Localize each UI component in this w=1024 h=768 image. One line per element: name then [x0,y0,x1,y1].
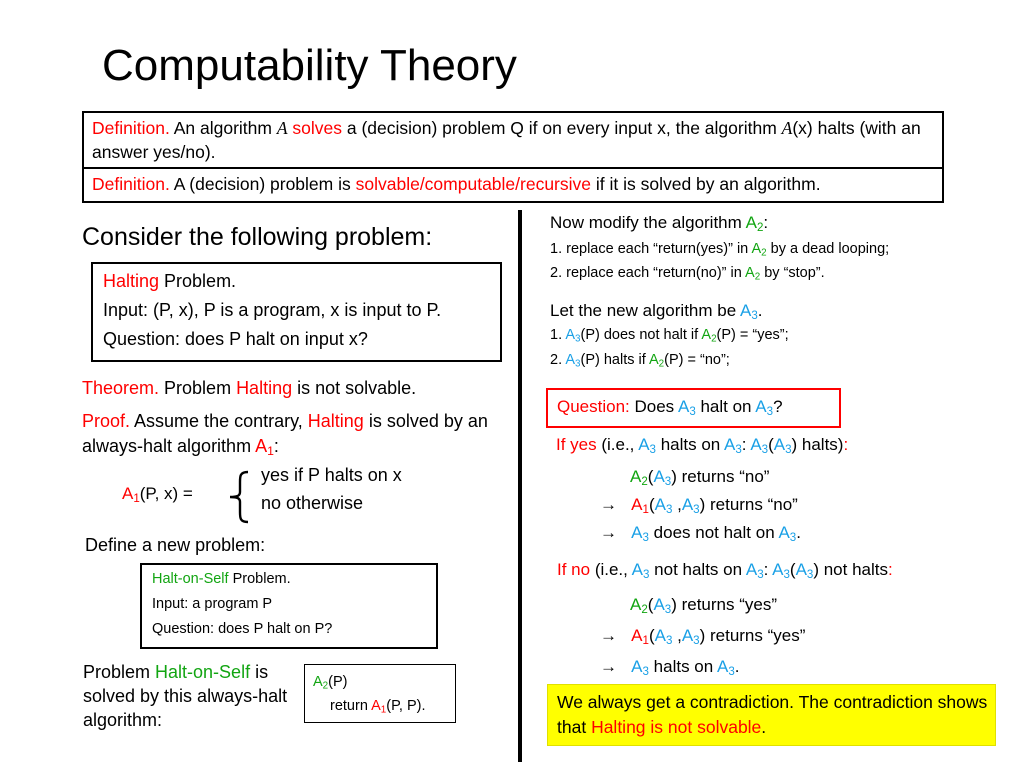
text: a (decision) problem Q if on every input x, the algorithm [342,118,782,138]
theorem-label: Theorem. [82,378,160,398]
text: ( [768,435,774,454]
algo-letter: A [755,397,767,416]
algo-sub: 3 [665,503,673,516]
algo-sub: 1 [642,503,649,516]
algo-sub: 3 [575,358,581,370]
algo-sub: 2 [761,247,767,259]
algo-letter: A [630,467,642,486]
theorem [82,376,416,400]
text: Now modify the algorithm [550,213,746,232]
if-yes-step-3 [600,521,801,545]
algo-letter: A [653,467,665,486]
algo-sub: 1 [380,704,387,716]
text: . [761,717,767,737]
text: (P) does not halt if [580,327,702,343]
arrow-right-icon: → [600,657,617,676]
algorithm-a1 [631,626,649,645]
algo-letter: A [739,301,752,320]
algorithm-a3 [653,467,671,486]
algo-sub: 3 [761,443,769,456]
algorithm-a3 [632,560,650,579]
text: An algorithm [169,118,277,138]
let-heading [550,299,762,323]
define-new-problem: Define a new problem: [85,535,266,555]
algo-sub: 3 [735,443,742,456]
algo-letter: A [717,657,729,676]
term-solves: solves [287,118,342,138]
algo-sub: 3 [689,405,696,418]
text: 1. replace each “return(yes)” in [550,241,752,257]
proof [82,409,502,459]
algo-letter: A [565,352,575,368]
text: Does [629,397,678,416]
text: ) returns “yes” [671,595,777,614]
text: ) halts) [791,435,844,454]
text: (x) halts (with an answer yes/no). [92,118,921,162]
arrow-right-icon: → [600,626,617,645]
if-yes-step-2 [600,493,798,517]
text: (P, x) = [139,484,193,503]
algo-letter: A [371,698,381,714]
algo-sub: 3 [783,568,790,581]
definition-label: Definition. [92,174,170,194]
text: , [672,626,682,645]
algo-letter: A [654,495,666,514]
text: halts on [648,657,717,676]
text: ( [648,495,655,514]
algo-letter: A [631,626,643,645]
text: ) returns “no” [699,495,798,514]
algo-letter: A [745,560,758,579]
modify-heading [550,211,768,235]
algo-sub: 2 [756,221,764,234]
algorithm-a2 [630,467,648,486]
algo-letter: A [565,327,575,343]
algo-sub: 2 [641,475,648,488]
algorithm-a1 [255,436,274,459]
a1-case-yes: yes if P halts on x [261,465,402,485]
text: halt on [695,397,756,416]
algorithm-a3 [717,657,735,676]
text: ( [647,595,654,614]
if-no-step-2 [600,624,805,648]
text: ) returns “yes” [699,626,806,645]
text: ? [773,397,783,416]
halting-problem-question: Question: does P halt on input x? [103,329,368,349]
algorithm-a1 [371,698,386,714]
text: (P) [328,674,348,690]
proof-label: Proof. [82,411,131,431]
algorithm-a3 [740,301,758,320]
algo-sub: 3 [757,568,764,581]
definition-solves [92,116,932,164]
if-yes-step-1 [630,465,769,489]
algorithm-a2 [746,213,764,232]
algo-letter: A [648,352,659,368]
algo-letter: A [122,484,134,503]
text: (i.e., [596,435,639,454]
algo-letter: A [630,595,642,614]
text: . [734,657,740,676]
text: . [757,301,763,320]
halt-on-self-input: Input: a program P [152,596,273,612]
algo-sub: 1 [642,634,649,647]
arrow-right-icon: → [600,523,617,542]
text: : [273,436,279,456]
curly-brace-icon [226,470,252,524]
algo-letter: A [795,560,807,579]
algorithm-a3 [682,495,700,514]
algorithm-a1 [122,484,140,503]
algo-letter: A [631,523,643,542]
text: if it is solved by an algorithm. [591,174,821,194]
page-title: Computability Theory [102,41,517,90]
algo-letter: A [751,241,762,257]
algo-letter: A [724,435,736,454]
algo-letter: A [313,674,323,690]
definition-solvable [92,172,942,196]
text: by a dead looping; [766,241,890,257]
problem-halt-on-self-statement [83,660,303,732]
if-no-case [557,558,893,582]
column-divider [518,210,522,762]
algo-letter: A [681,626,694,645]
question-text [557,395,783,419]
text: (P) = “no”; [664,352,730,368]
algo-sub: 3 [664,475,672,488]
if-yes-label: If yes [556,435,597,454]
if-no-label: If no [557,560,591,579]
if-no-step-3 [600,655,740,679]
contradiction-text [557,690,989,740]
text: (P) halts if [580,352,649,368]
text: is solved by this always-halt algorithm: [83,662,288,730]
algorithm-a3 [724,435,742,454]
algo-letter: A [778,523,790,542]
algorithm-a2 [649,352,664,368]
text: We always get a contradiction. The contradiction shows that [557,692,988,737]
algo-letter: A [701,327,712,343]
algo-sub: 2 [641,603,648,616]
text: : [741,435,751,454]
algo-letter: A [631,495,643,514]
algorithm-symbol: A [276,118,288,138]
if-no-step-1 [630,593,777,617]
text: is not solvable. [292,378,417,398]
algo-letter: A [745,265,755,281]
algorithm-a1 [631,495,649,514]
a3-property-1 [550,324,789,346]
algo-letter: A [681,495,694,514]
text: ( [789,560,796,579]
halt-on-self-term: Halt-on-Self [152,571,229,587]
halting-term: Halting [236,378,293,398]
text: A (decision) problem is [169,174,356,194]
halting-term: Halting [307,411,364,431]
text: Assume the contrary, [130,411,308,431]
modify-step-1 [550,238,889,260]
algo-letter: A [255,436,268,456]
algorithm-a3 [638,435,656,454]
algorithm-a2 [630,595,648,614]
a2-return [330,696,425,716]
algo-sub: 3 [806,568,814,581]
a2-signature [313,672,348,692]
text: (i.e., [590,560,632,579]
text: (P) = “yes”; [716,327,789,343]
algo-letter: A [745,213,757,232]
algo-sub: 3 [642,531,649,544]
algo-sub: 2 [754,271,761,283]
algorithm-a3 [755,397,773,416]
algorithm-a3 [796,560,814,579]
algo-sub: 3 [728,665,735,678]
text: ) not halts [813,560,888,579]
halt-on-self-title [152,568,291,590]
algo-sub: 3 [785,443,792,456]
algo-sub: 3 [766,405,774,418]
algo-sub: 3 [649,443,656,456]
algorithm-a3 [631,523,649,542]
algo-sub: 3 [575,333,581,345]
algo-sub: 3 [693,503,700,516]
consider-heading: Consider the following problem: [82,223,433,251]
if-yes-case [556,433,848,457]
text: Problem [83,662,156,682]
algo-sub: 2 [711,333,717,345]
algo-letter: A [638,435,650,454]
definitions-divider [82,167,944,169]
text: , [672,495,682,514]
text: halts on [655,435,725,454]
halting-term: Halting [103,271,160,291]
algo-letter: A [654,626,666,645]
text: Problem [159,378,237,398]
text: is solved by an always-halt algorithm [82,411,488,456]
text: by “stop”. [760,265,825,281]
algo-letter: A [773,435,786,454]
question-label: Question: [557,397,630,416]
arrow-right-icon: → [600,495,617,514]
algorithm-a3 [778,523,796,542]
definition-label: Definition. [92,118,170,138]
algorithm-a3 [655,626,673,645]
colon: : [843,435,849,454]
text: ( [648,626,655,645]
algorithm-a3 [653,595,671,614]
halting-problem-title [103,268,236,294]
text: (P, P). [386,698,426,714]
algorithm-a3 [746,560,764,579]
algo-letter: A [677,397,690,416]
algorithm-symbol: A [781,118,793,138]
algorithm-a3 [631,657,649,676]
modify-step-2 [550,262,825,284]
algo-sub: 1 [267,444,274,459]
algorithm-a3 [565,352,580,368]
algo-sub: 3 [664,603,672,616]
algo-sub: 3 [693,634,700,647]
text: ( [647,467,654,486]
text: ) returns “no” [671,467,770,486]
algorithm-a2 [701,327,716,343]
algo-letter: A [653,595,665,614]
text: Let the new algorithm be [550,301,740,320]
text: : [763,213,769,232]
algo-letter: A [772,560,784,579]
text: not halts on [649,560,746,579]
text: 2. replace each “return(no)” in [550,265,746,281]
algorithm-a3 [682,626,700,645]
algo-sub: 1 [133,492,140,505]
algorithm-a2 [745,265,760,281]
algorithm-a2 [751,241,766,257]
algo-letter: A [750,435,762,454]
algo-letter: A [631,657,643,676]
text: return [330,698,372,714]
text: . [796,523,801,542]
algorithm-a3 [750,435,768,454]
algo-sub: 3 [642,665,649,678]
algorithm-a3 [565,327,580,343]
colon: : [887,560,893,579]
algo-sub: 3 [789,531,797,544]
algo-sub: 2 [658,358,665,370]
conclusion-term: Halting is not solvable [591,717,762,737]
text: 1. [550,327,566,343]
algorithm-a3 [774,435,792,454]
text: Problem. [228,571,291,587]
algo-sub: 2 [322,680,329,692]
algorithm-a3 [678,397,696,416]
algo-sub: 3 [643,568,650,581]
a3-property-2 [550,349,730,371]
algorithm-a2 [313,674,328,690]
halt-on-self-term: Halt-on-Self [155,662,251,682]
text: Problem. [159,271,237,291]
text: 2. [550,352,566,368]
a1-definition-label [122,482,193,506]
text: does not halt on [648,523,779,542]
halting-problem-input: Input: (P, x), P is a program, x is input to P. [103,300,442,320]
term-solvable: solvable/computable/recursive [355,174,592,194]
a1-case-no: no otherwise [261,493,364,513]
algo-letter: A [631,560,644,579]
algorithm-a3 [772,560,790,579]
text: : [763,560,773,579]
algo-sub: 3 [665,634,673,647]
algorithm-a3 [655,495,673,514]
halt-on-self-question: Question: does P halt on P? [152,621,333,637]
algo-sub: 3 [751,309,758,322]
